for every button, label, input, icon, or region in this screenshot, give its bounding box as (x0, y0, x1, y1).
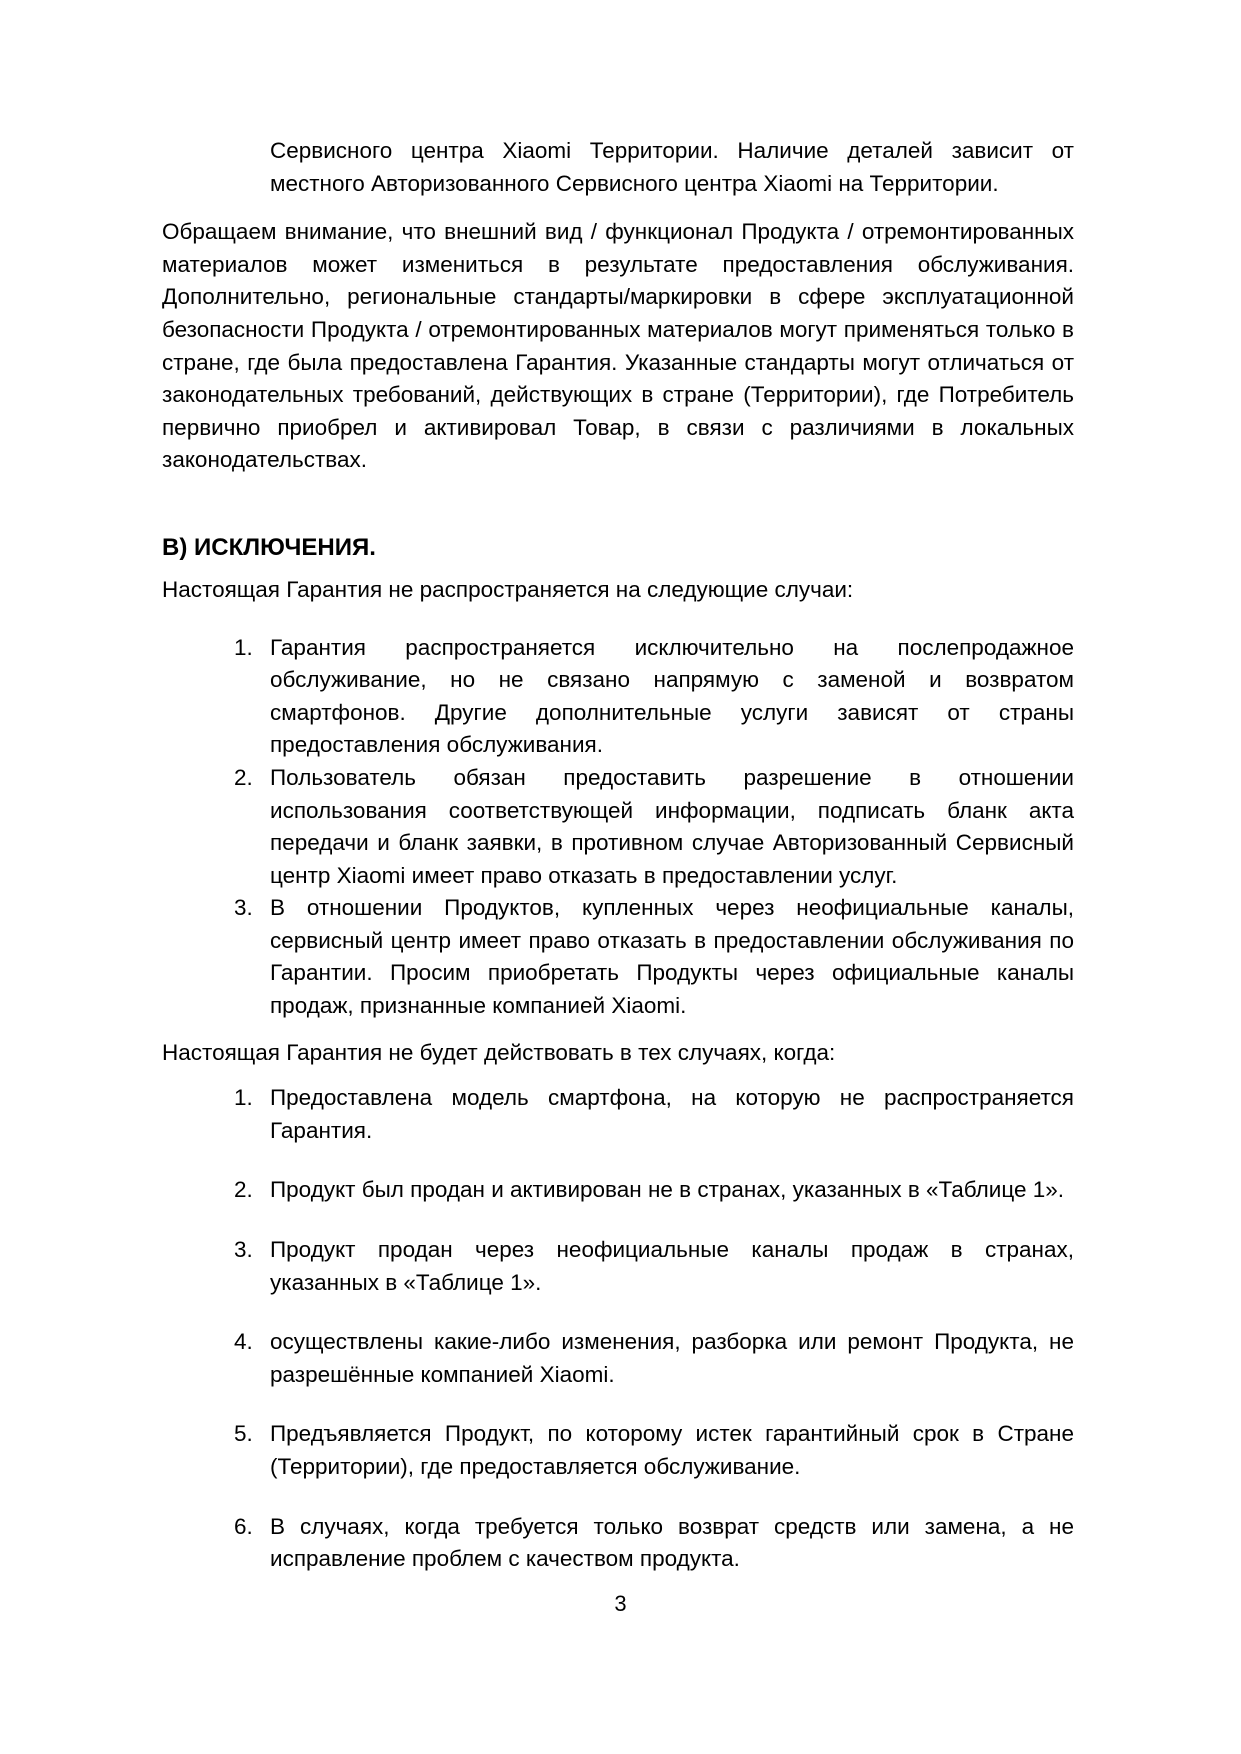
void-case-item-6: В случаях, когда требуется только возврат средств или замена, а не исправление проблем с качеством продукта. (270, 1513, 1074, 1572)
void-case-item-1: Предоставлена модель смартфона, на которую не распространяется Гарантия. (270, 1085, 1074, 1143)
paragraph-appearance-notice: Обращаем внимание, что внешний вид / функционал Продукта / отремонтированных материалов может измениться в результате предоставления обслуживания. Дополнительно, региональные стандарты/маркировки в сфере эксплуатационной безопасности Продукта / отремонтированных материалов могут применяться только в стране, где была предоставлена Гарантия. Указанные стандарты могут отличаться от законодательных требований, действующих в стране (Территории), где Потребитель первично приобрел и активировал Товар, в связи с различиями в локальных законодательствах. (162, 219, 1074, 473)
exclusions-list-item-3: В отношении Продуктов, купленных через неофициальные каналы, сервисный центр имеет право отказать в предоставлении обслуживания по Гарантии. Просим приобретать Продукты через официальные каналы продаж, признанные компанией Xiaomi. (270, 895, 1074, 1019)
heading-exclusions: В) ИСКЛЮЧЕНИЯ. (162, 533, 376, 561)
void-case-item-2: Продукт был продан и активирован не в странах, указанных в «Таблице 1». (270, 1177, 1065, 1203)
paragraph-warranty-void-intro: Настоящая Гарантия не будет действовать в тех случаях, когда: (162, 1039, 836, 1065)
paragraph-service-center-continuation: Сервисного центра Xiaomi Территории. Наличие деталей зависит от местного Авторизованного Сервисного центра Xiaomi на Территории. (270, 138, 1074, 196)
paragraph-exclusions-intro: Настоящая Гарантия не распространяется на следующие случаи: (162, 576, 854, 602)
void-cases-list (162, 1082, 1074, 1576)
exclusions-list-item-2: Пользователь обязан предоставить разрешение в отношении использования соответствующей информации, подписать бланк акта передачи и бланк заявки, в противном случае Авторизованный Сервисный центр Xiaomi имеет право отказать в предоставлении услуг. (270, 764, 1074, 888)
void-case-item-5: Предъявляется Продукт, по которому истек гарантийный срок в Стране (Территории), где предоставляется обслуживание. (270, 1421, 1074, 1479)
exclusions-list (162, 632, 1074, 1023)
page-number: 3 (614, 1591, 627, 1616)
void-case-item-3: Продукт продан через неофициальные каналы продаж в странах, указанных в «Таблице 1». (270, 1237, 1074, 1295)
void-case-item-4: осуществлены какие-либо изменения, разборка или ремонт Продукта, не разрешённые компанией Xiaomi. (270, 1329, 1074, 1387)
exclusions-list-item-1: Гарантия распространяется исключительно на послепродажное обслуживание, но не связано напрямую с заменой и возвратом смартфонов. Другие дополнительные услуги зависят от страны предоставления обслуживания. (270, 634, 1074, 758)
